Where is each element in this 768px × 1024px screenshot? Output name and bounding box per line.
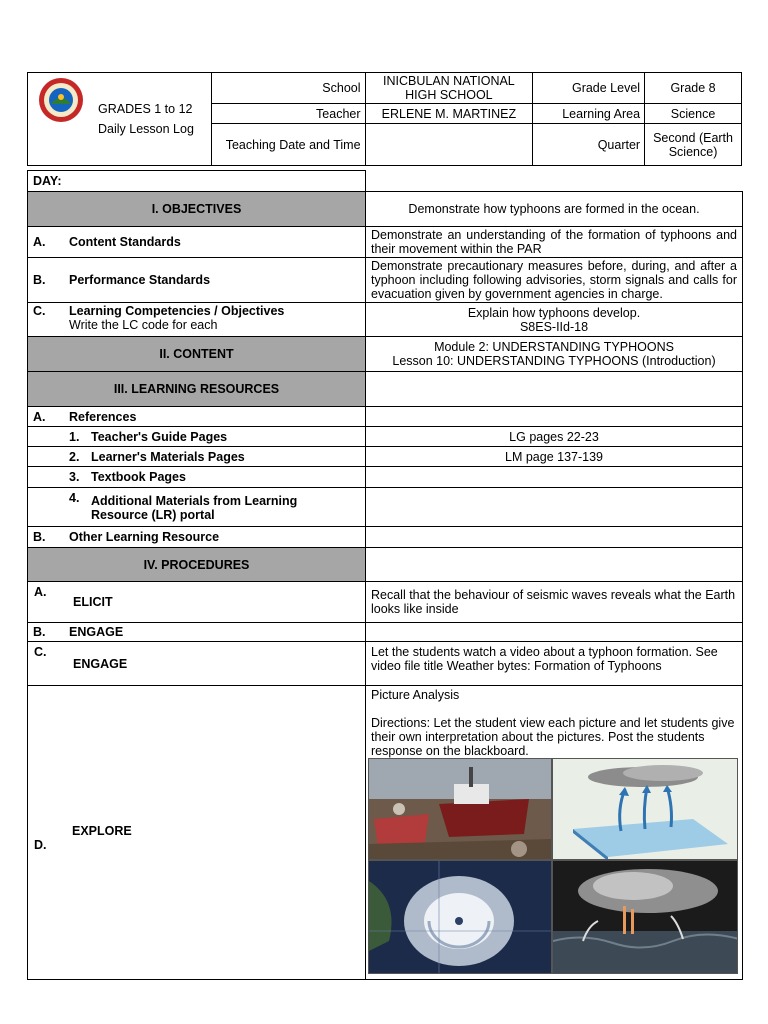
learners-materials-label: Learner's Materials Pages <box>91 449 245 464</box>
row-letter: B. <box>33 625 46 639</box>
performance-standards-value: Demonstrate precautionary measures before, during, and after a typhoon including following advisories, storm signals and calls for evacuation given by government agencies in charge. <box>366 258 743 303</box>
elicit-row <box>28 582 366 623</box>
explore-label: EXPLORE <box>72 824 132 838</box>
performance-standards-label: Performance Standards <box>69 273 211 287</box>
engage-b-value <box>366 623 743 642</box>
procedures-heading: IV. PROCEDURES <box>28 548 366 582</box>
textbook-row <box>28 467 366 488</box>
learning-area-label: Learning Area <box>533 104 645 124</box>
competencies-value <box>366 303 743 337</box>
learners-materials-value: LM page 137-139 <box>366 447 743 467</box>
school-value: INICBULAN NATIONAL HIGH SCHOOL <box>365 73 533 104</box>
references-value <box>366 407 743 427</box>
competencies-sub: Write the LC code for each <box>69 318 218 332</box>
row-letter: C. <box>33 304 46 318</box>
day-value <box>366 171 743 192</box>
procedures-value <box>366 548 743 582</box>
school-label: School <box>211 73 365 104</box>
textbook-value <box>366 467 743 488</box>
row-letter: B. <box>33 273 46 287</box>
row-letter: A. <box>33 235 46 249</box>
teacher-label: Teacher <box>211 104 365 124</box>
grades-text: GRADES 1 to 12 <box>98 102 193 116</box>
other-resource-value <box>366 527 743 548</box>
row-letter: A. <box>34 585 47 599</box>
competencies-text: Explain how typhoons develop. <box>467 305 641 320</box>
engage-b-row <box>28 623 366 642</box>
content-value <box>366 337 743 372</box>
grades-block <box>28 73 212 166</box>
additional-materials-row <box>28 488 366 527</box>
evaporation-diagram-picture <box>552 758 738 860</box>
typhoon-damage-picture <box>368 758 552 860</box>
picture-analysis-title: Picture Analysis <box>371 688 460 702</box>
lesson-text: Lesson 10: UNDERSTANDING TYPHOONS (Introduction) <box>392 354 716 368</box>
content-heading: II. CONTENT <box>28 337 366 372</box>
learning-resources-value <box>366 372 743 407</box>
additional-materials-label: Additional Materials from Learning Resource (LR) portal <box>91 494 298 522</box>
additional-materials-value <box>366 488 743 527</box>
content-standards-row <box>28 227 366 258</box>
references-row <box>28 407 366 427</box>
storm-formation-picture <box>552 860 738 974</box>
other-resource-label: Other Learning Resource <box>69 530 220 544</box>
quarter-value: Second (Earth Science) <box>645 124 742 166</box>
grade-level-value: Grade 8 <box>645 73 742 104</box>
teachers-guide-row <box>28 427 366 447</box>
competencies-code: S8ES-IId-18 <box>519 319 589 334</box>
engage-c-label: ENGAGE <box>73 656 128 671</box>
engage-c-row <box>28 642 366 686</box>
objectives-value: Demonstrate how typhoons are formed in the ocean. <box>366 192 743 227</box>
explore-row <box>28 686 366 980</box>
teaching-date-label: Teaching Date and Time <box>211 124 365 166</box>
teachers-guide-value: LG pages 22-23 <box>366 427 743 447</box>
item-number: 3. <box>69 470 80 484</box>
item-number: 1. <box>69 429 80 444</box>
competencies-row <box>28 303 366 337</box>
item-number: 2. <box>69 449 80 464</box>
teaching-date-value <box>365 124 533 166</box>
teacher-value: ERLENE M. MARTINEZ <box>365 104 533 124</box>
module-text: Module 2: UNDERSTANDING TYPHOONS <box>434 340 674 354</box>
quarter-label: Quarter <box>533 124 645 166</box>
teachers-guide-label: Teacher's Guide Pages <box>91 429 228 444</box>
references-label: References <box>69 409 137 424</box>
elicit-label: ELICIT <box>73 595 113 609</box>
other-resource-row <box>28 527 366 548</box>
typhoon-satellite-picture <box>368 860 552 974</box>
row-letter: D. <box>34 838 47 852</box>
header-table <box>27 72 742 166</box>
daily-lesson-log-text: Daily Lesson Log <box>98 122 194 136</box>
objectives-heading: I. OBJECTIVES <box>28 192 366 227</box>
performance-standards-row <box>28 258 366 303</box>
picture-analysis-directions: Directions: Let the student view each picture and let students give their own interpretation about the pictures. Post the students response on the blackboard. <box>371 716 735 758</box>
learning-resources-heading: III. LEARNING RESOURCES <box>28 372 366 407</box>
engage-c-value: Let the students watch a video about a typhoon formation. See video file title Weather bytes: Formation of Typhoons <box>366 642 743 686</box>
content-standards-value: Demonstrate an understanding of the formation of typhoons and their movement within the PAR <box>366 227 743 258</box>
day-label: DAY: <box>28 171 366 192</box>
content-standards-label: Content Standards <box>69 235 181 249</box>
textbook-label: Textbook Pages <box>91 470 186 484</box>
learners-materials-row <box>28 447 366 467</box>
grade-level-label: Grade Level <box>533 73 645 104</box>
elicit-value: Recall that the behaviour of seismic waves reveals what the Earth looks like inside <box>366 582 743 623</box>
engage-b-label: ENGAGE <box>69 625 124 639</box>
competencies-label: Learning Competencies / Objectives <box>69 304 285 318</box>
learning-area-value: Science <box>645 104 742 124</box>
item-number: 4. <box>69 491 80 505</box>
row-letter: B. <box>33 530 46 544</box>
row-letter: A. <box>33 409 46 424</box>
row-letter: C. <box>34 645 47 659</box>
